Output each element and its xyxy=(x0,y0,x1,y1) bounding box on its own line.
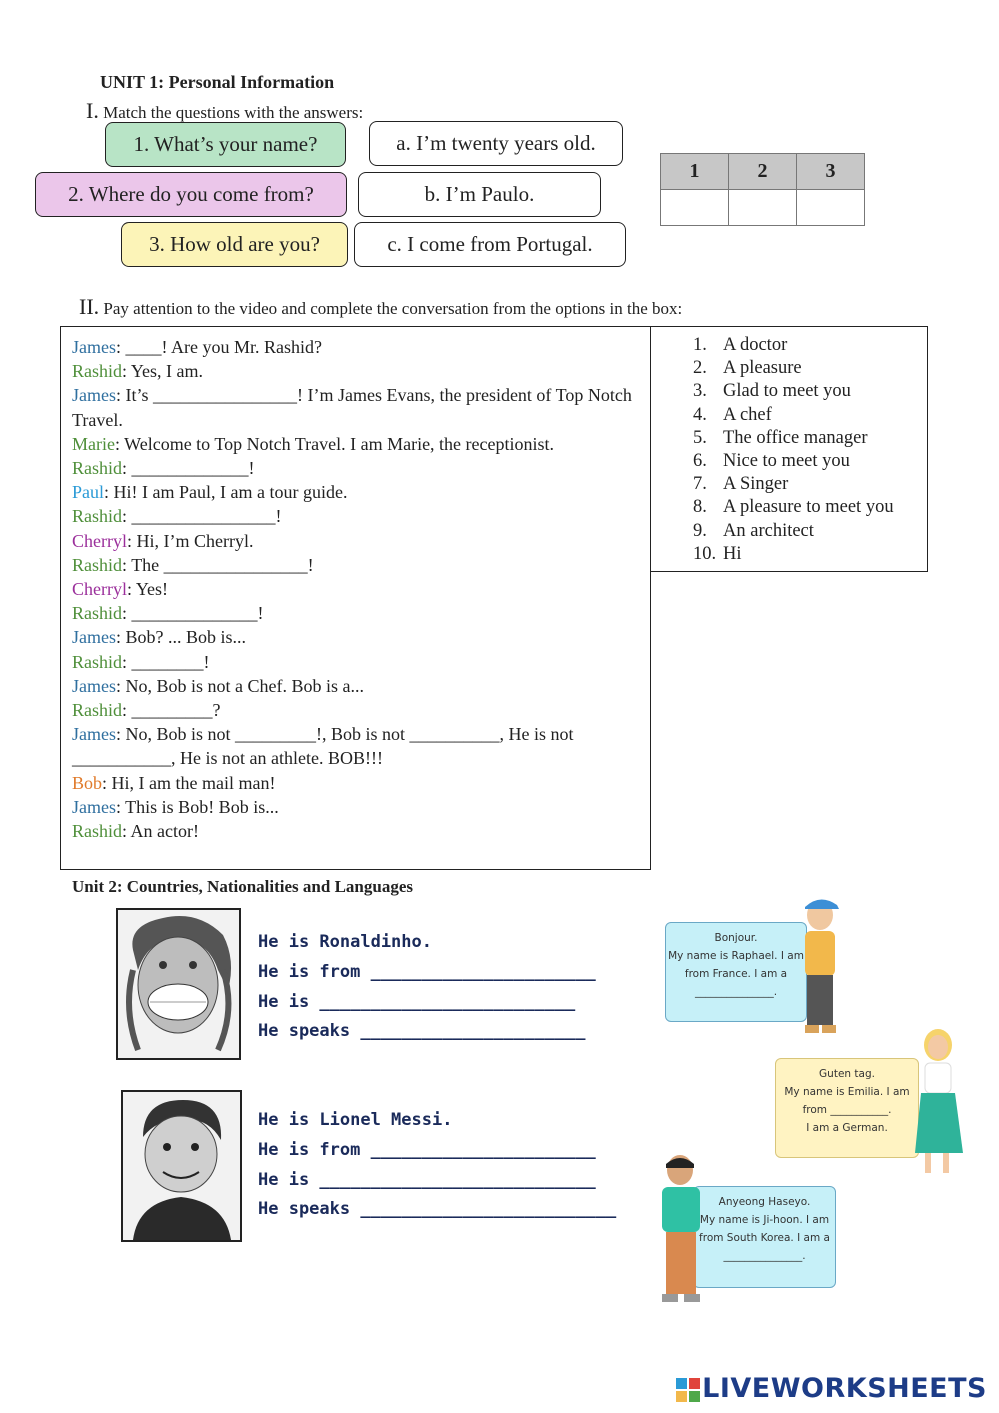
messi-fill-block xyxy=(258,1106,616,1225)
bubble-blank-line[interactable]: _______________. xyxy=(694,986,778,998)
conversation-line xyxy=(72,650,642,674)
conversation-line xyxy=(72,480,642,504)
match-table xyxy=(660,153,865,226)
answer-b: b. I’m Paulo. xyxy=(358,172,601,217)
dialogue-text[interactable]: : ____! Are you Mr. Rashid? xyxy=(116,337,322,357)
speaker-name: James xyxy=(72,796,116,817)
section1-text: Match the questions with the answers: xyxy=(103,103,364,122)
option-text: A pleasure xyxy=(723,358,802,379)
speaker-name: Paul xyxy=(72,482,105,503)
section2-instruction xyxy=(79,294,682,320)
option-number: 10. xyxy=(693,543,717,564)
speaker-name: James xyxy=(72,724,116,745)
messi-speaks-line[interactable]: He speaks _________________________ xyxy=(258,1199,617,1220)
ronaldinho-fill-block xyxy=(258,928,596,1047)
speaker-name: James xyxy=(72,627,116,648)
conversation-line xyxy=(72,335,642,359)
option-item xyxy=(693,427,894,450)
option-text: The office manager xyxy=(723,427,868,448)
answer-c: c. I come from Portugal. xyxy=(354,222,626,267)
bubble-greeting: Bonjour. xyxy=(714,932,758,944)
conversation-line xyxy=(72,771,642,795)
conversation-line xyxy=(72,674,642,698)
conversation-line xyxy=(72,625,642,649)
girl-illustration xyxy=(905,1025,967,1180)
bubble-line: I am a German. xyxy=(806,1122,888,1134)
speaker-name: James xyxy=(72,675,116,696)
match-answer-cell-2[interactable] xyxy=(729,190,797,226)
messi-name-line: He is Lionel Messi. xyxy=(258,1110,453,1130)
unit2-title: Unit 2: Countries, Nationalities and Languages xyxy=(72,877,413,896)
dialogue-text[interactable]: : _____________! xyxy=(122,458,255,479)
boy-illustration xyxy=(795,893,845,1038)
option-item xyxy=(693,334,894,357)
conversation-line xyxy=(72,698,642,722)
speaker-name: Cherryl xyxy=(72,579,127,600)
section1-instruction xyxy=(86,98,363,124)
bubble-line: My name is Raphael. I am xyxy=(668,950,804,962)
speech-bubble-emilia xyxy=(775,1058,919,1158)
conversation-line xyxy=(72,456,642,480)
conversation-line xyxy=(72,577,642,601)
answer-a: a. I’m twenty years old. xyxy=(369,121,623,166)
dialogue-text[interactable]: : Yes, I am. xyxy=(122,361,204,382)
option-number: 5. xyxy=(693,427,707,448)
dialogue-text[interactable]: : The ________________! xyxy=(122,554,314,575)
option-number: 9. xyxy=(693,520,707,541)
dialogue-text[interactable]: : An actor! xyxy=(122,821,199,842)
question-1: 1. What’s your name? xyxy=(105,122,346,167)
liveworksheets-logo-icon xyxy=(676,1378,700,1402)
section1-roman: I. xyxy=(86,98,99,123)
conversation-line xyxy=(72,601,642,625)
speaker-name: Rashid xyxy=(72,603,123,624)
option-text: Glad to meet you xyxy=(723,381,851,402)
unit1-title: UNIT 1: Personal Information xyxy=(100,72,335,92)
conversation-line xyxy=(72,722,642,770)
speaker-name: Rashid xyxy=(72,506,123,527)
option-number: 7. xyxy=(693,474,707,495)
liveworksheets-logo xyxy=(676,1373,987,1404)
match-header-3: 3 xyxy=(797,154,865,190)
conversation-line xyxy=(72,504,642,528)
option-text: An architect xyxy=(723,520,814,541)
dialogue-text[interactable]: : Hi! I am Paul, I am a tour guide. xyxy=(104,482,348,503)
option-text: Nice to meet you xyxy=(723,451,850,472)
speaker-name: Rashid xyxy=(72,651,123,672)
speaker-name: Rashid xyxy=(72,821,123,842)
speaker-name: Cherryl xyxy=(72,530,127,551)
dialogue-text[interactable]: : Bob? ... Bob is... xyxy=(116,627,247,648)
speech-bubble-raphael xyxy=(665,922,807,1022)
option-item xyxy=(693,404,894,427)
dialogue-text[interactable]: : No, Bob is not _________!, Bob is not __________, He is not ___________, He is not an athlete. BOB!!! xyxy=(72,724,574,769)
option-number: 3. xyxy=(693,381,707,402)
ronaldinho-speaks-line[interactable]: He speaks ______________________ xyxy=(258,1021,586,1042)
speaker-name: Marie xyxy=(72,433,115,454)
option-text: Hi xyxy=(723,543,742,564)
speaker-name: Bob xyxy=(72,772,103,793)
dialogue-text[interactable]: : _________? xyxy=(122,700,221,721)
match-header-2: 2 xyxy=(729,154,797,190)
option-item xyxy=(693,357,894,380)
match-answer-cell-3[interactable] xyxy=(797,190,865,226)
options-list xyxy=(693,334,894,566)
speaker-name: James xyxy=(72,337,116,357)
option-item xyxy=(693,520,894,543)
conversation-line xyxy=(72,529,642,553)
ronaldinho-nationality-line[interactable]: He is _________________________ xyxy=(258,991,576,1012)
ronaldinho-from-line[interactable]: He is from ______________________ xyxy=(258,961,596,982)
bubble-line: My name is Emilia. I am xyxy=(784,1086,910,1098)
option-number: 6. xyxy=(693,451,707,472)
match-header-1: 1 xyxy=(661,154,729,190)
speaker-name: Rashid xyxy=(72,700,123,721)
ronaldinho-caricature-image xyxy=(116,908,241,1060)
bubble-greeting: Anyeong Haseyo. xyxy=(718,1196,811,1208)
bubble-line: from South Korea. I am a xyxy=(699,1232,830,1244)
messi-nationality-line[interactable]: He is ___________________________ xyxy=(258,1169,596,1190)
dialogue-text[interactable]: : This is Bob! Bob is... xyxy=(116,796,279,817)
dialogue-text[interactable]: : ________! xyxy=(122,651,210,672)
man-illustration xyxy=(652,1152,714,1310)
option-text: A pleasure to meet you xyxy=(723,497,894,518)
bubble-line: My name is Ji-hoon. I am xyxy=(699,1214,830,1226)
option-item xyxy=(693,450,894,473)
option-number: 4. xyxy=(693,404,707,425)
conversation-line xyxy=(72,432,642,456)
option-number: 1. xyxy=(693,335,707,355)
conversation-line xyxy=(72,383,642,431)
option-item xyxy=(693,543,894,566)
match-answer-cell-1[interactable] xyxy=(661,190,729,226)
option-number: 8. xyxy=(693,497,707,518)
option-text: A Singer xyxy=(723,474,789,495)
dialogue-text[interactable]: : Yes! xyxy=(126,579,169,600)
dialogue-text[interactable]: : ________________! xyxy=(122,506,282,527)
dialogue-text[interactable]: : Hi, I am the mail man! xyxy=(102,772,276,793)
option-item xyxy=(693,380,894,403)
messi-from-line[interactable]: He is from ______________________ xyxy=(258,1139,596,1160)
speaker-name: Rashid xyxy=(72,361,123,382)
speech-bubble-jihoon xyxy=(693,1186,836,1288)
option-text: A doctor xyxy=(723,335,788,355)
bubble-greeting: Guten tag. xyxy=(819,1068,875,1080)
messi-caricature-image xyxy=(121,1090,242,1242)
bubble-blank-line[interactable]: _______________. xyxy=(723,1250,806,1262)
question-2: 2. Where do you come from? xyxy=(35,172,347,217)
conversation-line xyxy=(72,819,642,843)
dialogue-text[interactable]: : Hi, I’m Cherryl. xyxy=(126,530,254,551)
section2-roman: II. xyxy=(79,294,100,319)
option-text: A chef xyxy=(723,404,772,425)
conversation-line xyxy=(72,359,642,383)
dialogue-text[interactable]: : It’s ________________! I’m James Evans, the president of Top Notch Travel. xyxy=(72,385,632,430)
bubble-blank-line[interactable]: from ___________. xyxy=(802,1104,892,1116)
logo-text: LIVEWORKSHEETS xyxy=(702,1373,987,1404)
question-3: 3. How old are you? xyxy=(121,222,348,267)
speaker-name: Rashid xyxy=(72,458,123,479)
ronaldinho-name-line: He is Ronaldinho. xyxy=(258,932,432,952)
bubble-line: from France. I am a xyxy=(684,968,788,980)
option-item xyxy=(693,473,894,496)
speaker-name: Rashid xyxy=(72,554,123,575)
dialogue-text[interactable]: : No, Bob is not a Chef. Bob is a... xyxy=(116,675,364,696)
dialogue-text[interactable]: : Welcome to Top Notch Travel. I am Marie, the receptionist. xyxy=(114,433,555,454)
section2-text: Pay attention to the video and complete the conversation from the options in the box: xyxy=(103,299,683,318)
option-number: 2. xyxy=(693,358,707,379)
conversation-line xyxy=(72,553,642,577)
option-item xyxy=(693,496,894,519)
conversation-line xyxy=(72,795,642,819)
speaker-name: James xyxy=(72,385,116,406)
dialogue-text[interactable]: : ______________! xyxy=(122,603,264,624)
conversation xyxy=(72,335,642,843)
